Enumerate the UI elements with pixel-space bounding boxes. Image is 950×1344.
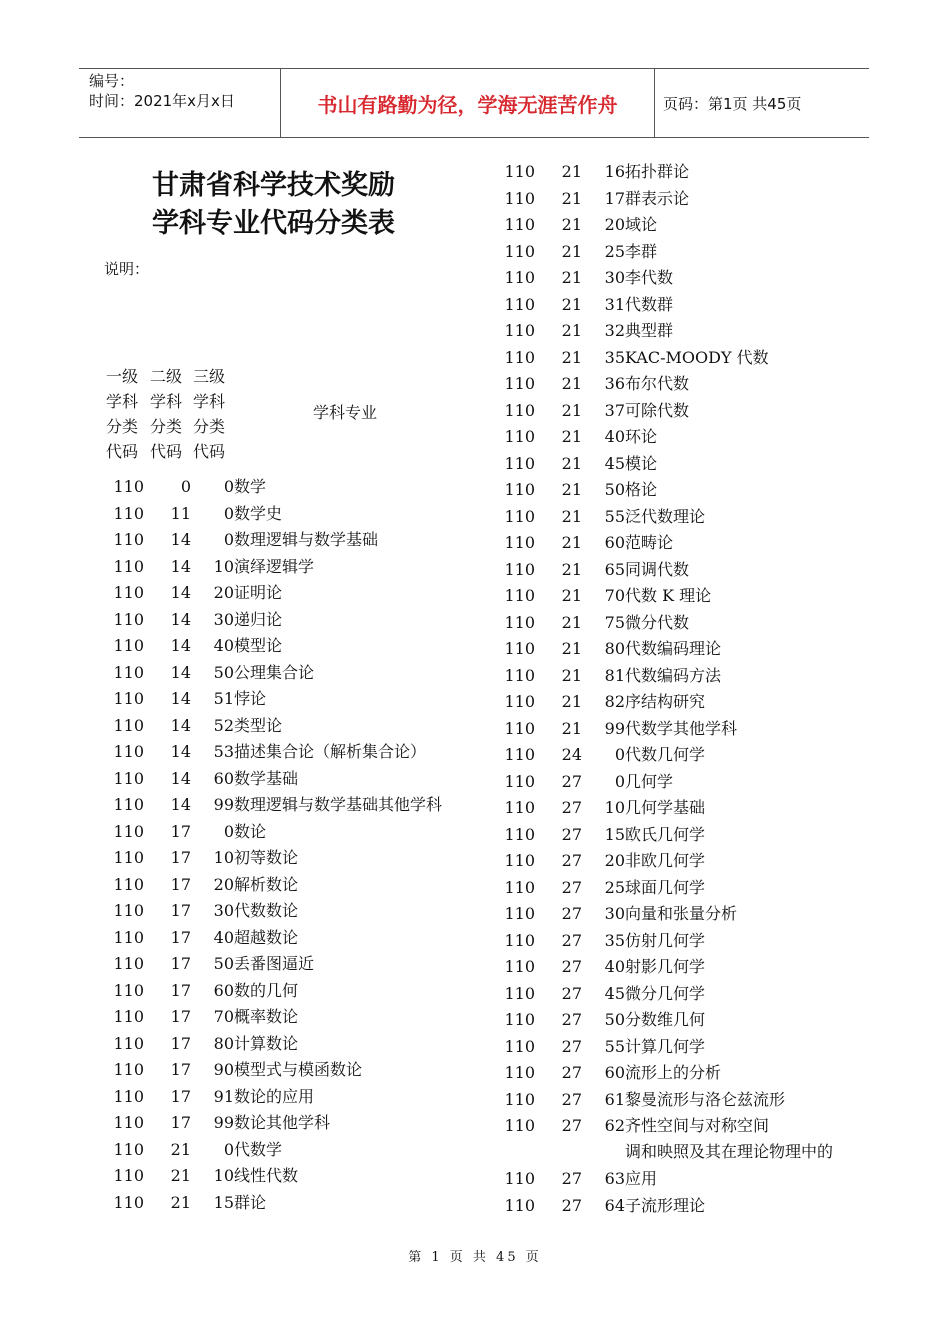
code-level1: 110 bbox=[113, 874, 144, 894]
subject-name: 群表示论 bbox=[625, 188, 690, 208]
code-level3: 30 bbox=[604, 268, 625, 287]
code-level3: 62 bbox=[604, 1116, 625, 1135]
code-level3: 37 bbox=[604, 400, 625, 420]
subject-name: 格论 bbox=[625, 480, 658, 499]
subject-name: 代数编码方法 bbox=[625, 665, 722, 685]
code-level1: 110 bbox=[113, 768, 144, 788]
code-level2: 14 bbox=[170, 715, 191, 735]
code-level1: 110 bbox=[504, 1195, 535, 1215]
subject-name: 分数维几何 bbox=[625, 1010, 706, 1029]
code-level2: 24 bbox=[561, 745, 582, 764]
code-level2: 14 bbox=[170, 662, 191, 682]
code-level3: 30 bbox=[213, 901, 234, 920]
code-level2: 17 bbox=[170, 901, 191, 920]
header-pageinfo: 页码：第1页 共45页 bbox=[663, 94, 802, 113]
code-level2: 14 bbox=[170, 768, 191, 788]
subject-name: 代数编码理论 bbox=[625, 639, 722, 658]
code-level2: 21 bbox=[170, 1192, 191, 1212]
subject-name: 环论 bbox=[625, 427, 658, 446]
code-level1: 110 bbox=[504, 718, 535, 738]
code-level1: 110 bbox=[113, 980, 144, 1000]
code-level1: 110 bbox=[113, 609, 144, 629]
code-level2: 21 bbox=[561, 665, 582, 685]
code-level3: 15 bbox=[213, 1192, 234, 1212]
wrapped-name-line: 调和映照及其在理论物理中的 bbox=[625, 1142, 834, 1161]
subject-name: 数论的应用 bbox=[234, 1086, 315, 1106]
code-level1: 110 bbox=[504, 639, 535, 658]
code-level2: 11 bbox=[170, 503, 191, 523]
code-level3: 0 bbox=[223, 503, 234, 523]
code-level1: 110 bbox=[113, 1166, 144, 1185]
subject-name: 数理逻辑与数学基础其他学科 bbox=[234, 795, 443, 814]
code-level2: 21 bbox=[561, 294, 582, 314]
subject-name: 数理逻辑与数学基础 bbox=[234, 530, 379, 549]
code-level1: 110 bbox=[504, 453, 535, 473]
code-level3: 0 bbox=[223, 530, 234, 549]
code-level2: 17 bbox=[170, 1033, 191, 1053]
code-level3: 17 bbox=[604, 188, 625, 208]
subject-name: 数学基础 bbox=[234, 768, 299, 788]
subject-name: 欧氏几何学 bbox=[625, 824, 706, 844]
colhead-level3-line: 三级 bbox=[193, 367, 226, 386]
code-level2: 14 bbox=[170, 609, 191, 629]
subject-name: 丢番图逼近 bbox=[234, 954, 315, 973]
subject-name: 证明论 bbox=[234, 583, 283, 602]
subject-name: 子流形理论 bbox=[625, 1195, 706, 1215]
code-level2: 17 bbox=[170, 821, 191, 841]
code-level2: 21 bbox=[561, 586, 582, 605]
code-level3: 70 bbox=[604, 586, 625, 605]
code-level3: 64 bbox=[604, 1195, 625, 1215]
code-level2: 17 bbox=[170, 980, 191, 1000]
code-level1: 110 bbox=[504, 1010, 535, 1029]
colhead-level3-line: 代码 bbox=[193, 442, 226, 461]
code-level3: 10 bbox=[213, 1166, 234, 1185]
code-level3: 50 bbox=[213, 954, 234, 973]
code-level3: 25 bbox=[604, 877, 625, 897]
subject-name: 黎曼流形与洛仑兹流形 bbox=[625, 1089, 786, 1109]
code-level3: 99 bbox=[213, 1113, 234, 1132]
code-level1: 110 bbox=[113, 662, 144, 682]
code-level1: 110 bbox=[504, 1036, 535, 1056]
code-level1: 110 bbox=[504, 480, 535, 499]
code-level3: 51 bbox=[213, 689, 234, 708]
code-level2: 21 bbox=[561, 162, 582, 181]
code-level1: 110 bbox=[113, 742, 144, 761]
code-level2: 14 bbox=[170, 742, 191, 761]
code-level2: 27 bbox=[561, 771, 582, 791]
code-level1: 110 bbox=[504, 268, 535, 287]
code-level3: 0 bbox=[614, 745, 625, 764]
subject-name: 微分几何学 bbox=[625, 983, 706, 1003]
code-level3: 0 bbox=[223, 821, 234, 841]
code-level2: 21 bbox=[561, 374, 582, 393]
colhead-level2-line: 二级 bbox=[150, 367, 183, 386]
subject-name: KAC-MOODY 代数 bbox=[625, 347, 769, 367]
code-level2: 14 bbox=[170, 689, 191, 708]
code-level3: 90 bbox=[213, 1060, 234, 1079]
subject-name: 流形上的分析 bbox=[625, 1063, 722, 1082]
code-level2: 27 bbox=[561, 824, 582, 844]
code-level2: 21 bbox=[561, 427, 582, 446]
code-level2: 21 bbox=[170, 1139, 191, 1159]
code-level1: 110 bbox=[504, 1089, 535, 1109]
code-level1: 110 bbox=[504, 877, 535, 897]
page-footer: 第 1 页 共 45 页 bbox=[408, 1250, 542, 1265]
code-level3: 45 bbox=[604, 453, 625, 473]
code-level2: 17 bbox=[170, 927, 191, 947]
code-level2: 21 bbox=[561, 453, 582, 473]
colhead-level2 bbox=[150, 364, 182, 464]
code-level3: 81 bbox=[604, 665, 625, 685]
code-level1: 110 bbox=[504, 400, 535, 420]
subject-name: 数论 bbox=[234, 821, 267, 841]
code-level1: 110 bbox=[504, 162, 535, 181]
code-level2: 21 bbox=[561, 639, 582, 658]
subject-name: 代数 K 理论 bbox=[625, 586, 712, 605]
code-level1: 110 bbox=[504, 665, 535, 685]
code-level1: 110 bbox=[113, 1113, 144, 1132]
code-level3: 40 bbox=[604, 427, 625, 446]
subject-name: 描述集合论（解析集合论） bbox=[234, 742, 427, 761]
code-level2: 27 bbox=[561, 1063, 582, 1082]
code-level3: 0 bbox=[223, 477, 234, 496]
code-level2: 21 bbox=[561, 480, 582, 499]
subject-name: 数学史 bbox=[234, 503, 283, 523]
code-level2: 27 bbox=[561, 904, 582, 923]
code-level3: 36 bbox=[604, 374, 625, 393]
code-level3: 0 bbox=[223, 1139, 234, 1159]
code-level1: 110 bbox=[504, 612, 535, 632]
code-level2: 27 bbox=[561, 851, 582, 870]
subject-name: 球面几何学 bbox=[625, 877, 706, 897]
subject-name: 向量和张量分析 bbox=[625, 904, 738, 923]
title-line1: 甘肃省科学技术奖励 bbox=[152, 170, 395, 201]
code-level2: 17 bbox=[170, 1113, 191, 1132]
code-level2: 27 bbox=[561, 1195, 582, 1215]
code-level3: 20 bbox=[604, 215, 625, 234]
code-level1: 110 bbox=[504, 215, 535, 234]
code-level2: 27 bbox=[561, 1116, 582, 1135]
code-level2: 21 bbox=[561, 347, 582, 367]
code-level1: 110 bbox=[504, 188, 535, 208]
colhead-level3 bbox=[193, 364, 225, 464]
code-level3: 30 bbox=[213, 609, 234, 629]
code-level2: 17 bbox=[170, 848, 191, 867]
subject-name: 超越数论 bbox=[234, 927, 299, 947]
code-level2: 21 bbox=[561, 612, 582, 632]
subject-name: 群论 bbox=[234, 1192, 267, 1212]
code-level3: 80 bbox=[604, 639, 625, 658]
code-level1: 110 bbox=[113, 1086, 144, 1106]
subject-name: 模型式与模函数论 bbox=[234, 1060, 363, 1079]
code-level3: 10 bbox=[604, 798, 625, 817]
code-level1: 110 bbox=[504, 798, 535, 817]
code-level1: 110 bbox=[113, 848, 144, 867]
code-level2: 14 bbox=[170, 556, 191, 576]
code-level2: 21 bbox=[561, 321, 582, 340]
code-level1: 110 bbox=[113, 1139, 144, 1159]
code-level3: 52 bbox=[213, 715, 234, 735]
code-level1: 110 bbox=[113, 954, 144, 973]
colhead-level1-line: 代码 bbox=[106, 442, 139, 461]
subject-name: 非欧几何学 bbox=[625, 851, 706, 870]
code-level2: 21 bbox=[561, 559, 582, 579]
code-level2: 27 bbox=[561, 1169, 582, 1188]
code-level1: 110 bbox=[113, 556, 144, 576]
code-level2: 21 bbox=[561, 718, 582, 738]
code-level2: 21 bbox=[561, 533, 582, 552]
code-level1: 110 bbox=[504, 506, 535, 526]
header-bianhao: 编号： bbox=[89, 72, 135, 90]
subject-name: 计算几何学 bbox=[625, 1036, 706, 1056]
code-level3: 99 bbox=[213, 795, 234, 814]
code-level2: 17 bbox=[170, 874, 191, 894]
code-level3: 60 bbox=[604, 1063, 625, 1082]
colhead-level3-line: 分类 bbox=[193, 417, 226, 436]
code-level3: 50 bbox=[213, 662, 234, 682]
subject-name: 几何学基础 bbox=[625, 798, 706, 817]
colhead-level2-line: 分类 bbox=[150, 417, 183, 436]
subject-name: 微分代数 bbox=[625, 612, 690, 632]
code-level1: 110 bbox=[504, 824, 535, 844]
subject-name: 演绎逻辑学 bbox=[234, 556, 315, 576]
subject-name: 递归论 bbox=[234, 609, 283, 629]
code-level3: 53 bbox=[213, 742, 234, 761]
code-level2: 27 bbox=[561, 1010, 582, 1029]
code-level1: 110 bbox=[504, 983, 535, 1003]
subject-name: 序结构研究 bbox=[625, 692, 706, 711]
subject-name: 仿射几何学 bbox=[625, 930, 706, 950]
code-level3: 35 bbox=[604, 930, 625, 950]
code-level3: 32 bbox=[604, 321, 625, 340]
code-level3: 40 bbox=[213, 927, 234, 947]
code-level3: 91 bbox=[213, 1086, 234, 1106]
code-level2: 17 bbox=[170, 1007, 191, 1026]
subject-name: 布尔代数 bbox=[625, 374, 690, 393]
code-level1: 110 bbox=[113, 1060, 144, 1079]
header-motto: 书山有路勤为径，学海无涯苦作舟 bbox=[280, 69, 655, 137]
note-label: 说明： bbox=[104, 260, 150, 278]
subject-name: 数论其他学科 bbox=[234, 1113, 331, 1132]
code-level2: 21 bbox=[561, 215, 582, 234]
subject-name: 计算数论 bbox=[234, 1033, 299, 1053]
colhead-level2-line: 代码 bbox=[150, 442, 183, 461]
code-level3: 99 bbox=[604, 718, 625, 738]
code-level2: 27 bbox=[561, 957, 582, 976]
code-level1: 110 bbox=[504, 957, 535, 976]
code-level2: 14 bbox=[170, 583, 191, 602]
code-level1: 110 bbox=[504, 559, 535, 579]
code-level1: 110 bbox=[113, 636, 144, 655]
subject-name: 模论 bbox=[625, 453, 658, 473]
code-level2: 17 bbox=[170, 1086, 191, 1106]
header-shijian: 时间：2021年x月x日 bbox=[89, 92, 235, 110]
code-level1: 110 bbox=[113, 901, 144, 920]
code-level1: 110 bbox=[504, 1169, 535, 1188]
code-level1: 110 bbox=[504, 692, 535, 711]
code-level1: 110 bbox=[113, 795, 144, 814]
subject-name: 范畴论 bbox=[625, 533, 674, 552]
code-level2: 27 bbox=[561, 798, 582, 817]
code-level2: 27 bbox=[561, 1089, 582, 1109]
code-level2: 27 bbox=[561, 930, 582, 950]
code-level3: 65 bbox=[604, 559, 625, 579]
code-level3: 60 bbox=[213, 768, 234, 788]
code-level2: 21 bbox=[561, 506, 582, 526]
code-level2: 21 bbox=[561, 692, 582, 711]
header-meta bbox=[89, 71, 235, 111]
code-level3: 20 bbox=[213, 583, 234, 602]
code-level2: 0 bbox=[180, 477, 191, 496]
code-level3: 80 bbox=[213, 1033, 234, 1053]
code-level2: 21 bbox=[561, 400, 582, 420]
code-level3: 45 bbox=[604, 983, 625, 1003]
code-level1: 110 bbox=[113, 1007, 144, 1026]
subject-name: 典型群 bbox=[625, 321, 674, 340]
code-level2: 27 bbox=[561, 877, 582, 897]
code-level3: 20 bbox=[604, 851, 625, 870]
code-level2: 17 bbox=[170, 954, 191, 973]
subject-name: 初等数论 bbox=[234, 848, 299, 867]
subject-name: 数学 bbox=[234, 477, 267, 496]
code-level1: 110 bbox=[504, 771, 535, 791]
code-level1: 110 bbox=[113, 530, 144, 549]
code-level3: 31 bbox=[604, 294, 625, 314]
code-level3: 15 bbox=[604, 824, 625, 844]
code-level3: 0 bbox=[614, 771, 625, 791]
code-level1: 110 bbox=[113, 715, 144, 735]
code-level2: 21 bbox=[561, 188, 582, 208]
subject-name: 公理集合论 bbox=[234, 662, 315, 682]
code-level3: 40 bbox=[604, 957, 625, 976]
subject-name: 悖论 bbox=[234, 689, 267, 708]
code-level1: 110 bbox=[504, 586, 535, 605]
code-level1: 110 bbox=[504, 347, 535, 367]
code-level2: 21 bbox=[170, 1166, 191, 1185]
subject-name: 射影几何学 bbox=[625, 957, 706, 976]
code-level3: 82 bbox=[604, 692, 625, 711]
subject-name: 代数群 bbox=[625, 294, 674, 314]
code-level1: 110 bbox=[504, 294, 535, 314]
colhead-level1-line: 分类 bbox=[106, 417, 139, 436]
code-level3: 25 bbox=[604, 241, 625, 261]
code-level1: 110 bbox=[113, 583, 144, 602]
code-level1: 110 bbox=[504, 930, 535, 950]
code-level1: 110 bbox=[113, 477, 144, 496]
title-line2: 学科专业代码分类表 bbox=[152, 208, 395, 239]
colhead-level3-line: 学科 bbox=[193, 392, 226, 411]
code-level2: 21 bbox=[561, 268, 582, 287]
code-level1: 110 bbox=[504, 241, 535, 261]
page-header bbox=[79, 68, 869, 138]
code-level2: 14 bbox=[170, 795, 191, 814]
colhead-level1-line: 一级 bbox=[106, 367, 139, 386]
code-level1: 110 bbox=[504, 1116, 535, 1135]
subject-name: 同调代数 bbox=[625, 559, 690, 579]
subject-name: 代数数论 bbox=[234, 901, 299, 920]
code-level1: 110 bbox=[504, 427, 535, 446]
code-level1: 110 bbox=[504, 851, 535, 870]
code-level2: 17 bbox=[170, 1060, 191, 1079]
code-level2: 21 bbox=[561, 241, 582, 261]
code-level1: 110 bbox=[113, 1033, 144, 1053]
colhead-level1-line: 学科 bbox=[106, 392, 139, 411]
subject-name: 李群 bbox=[625, 241, 658, 261]
code-level1: 110 bbox=[504, 904, 535, 923]
colhead-level1 bbox=[106, 364, 138, 464]
subject-name: 齐性空间与对称空间 bbox=[625, 1116, 770, 1135]
code-level2: 14 bbox=[170, 636, 191, 655]
subject-name: 泛代数理论 bbox=[625, 506, 706, 526]
subject-name: 代数学其他学科 bbox=[625, 718, 738, 738]
subject-name: 解析数论 bbox=[234, 874, 299, 894]
code-level1: 110 bbox=[504, 745, 535, 764]
code-level3: 50 bbox=[604, 1010, 625, 1029]
code-level3: 20 bbox=[213, 874, 234, 894]
code-level3: 60 bbox=[604, 533, 625, 552]
colhead-level2-line: 学科 bbox=[150, 392, 183, 411]
subject-name: 模型论 bbox=[234, 636, 283, 655]
code-level3: 50 bbox=[604, 480, 625, 499]
code-level3: 10 bbox=[213, 556, 234, 576]
code-level1: 110 bbox=[113, 927, 144, 947]
code-level1: 110 bbox=[113, 1192, 144, 1212]
code-level1: 110 bbox=[113, 821, 144, 841]
subject-name: 应用 bbox=[625, 1169, 658, 1188]
subject-name: 几何学 bbox=[625, 771, 674, 791]
code-level2: 27 bbox=[561, 1036, 582, 1056]
code-level3: 16 bbox=[604, 162, 625, 181]
code-level1: 110 bbox=[504, 321, 535, 340]
code-level1: 110 bbox=[504, 533, 535, 552]
code-level1: 110 bbox=[504, 1063, 535, 1082]
subject-name: 域论 bbox=[625, 215, 658, 234]
code-level3: 61 bbox=[604, 1089, 625, 1109]
subject-name: 线性代数 bbox=[234, 1166, 299, 1185]
colhead-specialty: 学科专业 bbox=[313, 403, 378, 422]
code-level3: 55 bbox=[604, 1036, 625, 1056]
code-level3: 55 bbox=[604, 506, 625, 526]
code-level2: 14 bbox=[170, 530, 191, 549]
code-level3: 30 bbox=[604, 904, 625, 923]
code-level3: 75 bbox=[604, 612, 625, 632]
subject-name: 概率数论 bbox=[234, 1007, 299, 1026]
subject-name: 李代数 bbox=[625, 268, 674, 287]
subject-name: 可除代数 bbox=[625, 400, 690, 420]
code-level1: 110 bbox=[504, 374, 535, 393]
subject-name: 代数学 bbox=[234, 1139, 283, 1159]
code-level3: 35 bbox=[604, 347, 625, 367]
subject-name: 数的几何 bbox=[234, 980, 299, 1000]
subject-name: 代数几何学 bbox=[625, 745, 706, 764]
code-level2: 27 bbox=[561, 983, 582, 1003]
code-level1: 110 bbox=[113, 503, 144, 523]
code-level3: 40 bbox=[213, 636, 234, 655]
code-level1: 110 bbox=[113, 689, 144, 708]
code-level3: 70 bbox=[213, 1007, 234, 1026]
code-level3: 63 bbox=[604, 1169, 625, 1188]
subject-name: 拓扑群论 bbox=[625, 162, 690, 181]
code-level3: 60 bbox=[213, 980, 234, 1000]
subject-name: 类型论 bbox=[234, 715, 283, 735]
code-level3: 10 bbox=[213, 848, 234, 867]
